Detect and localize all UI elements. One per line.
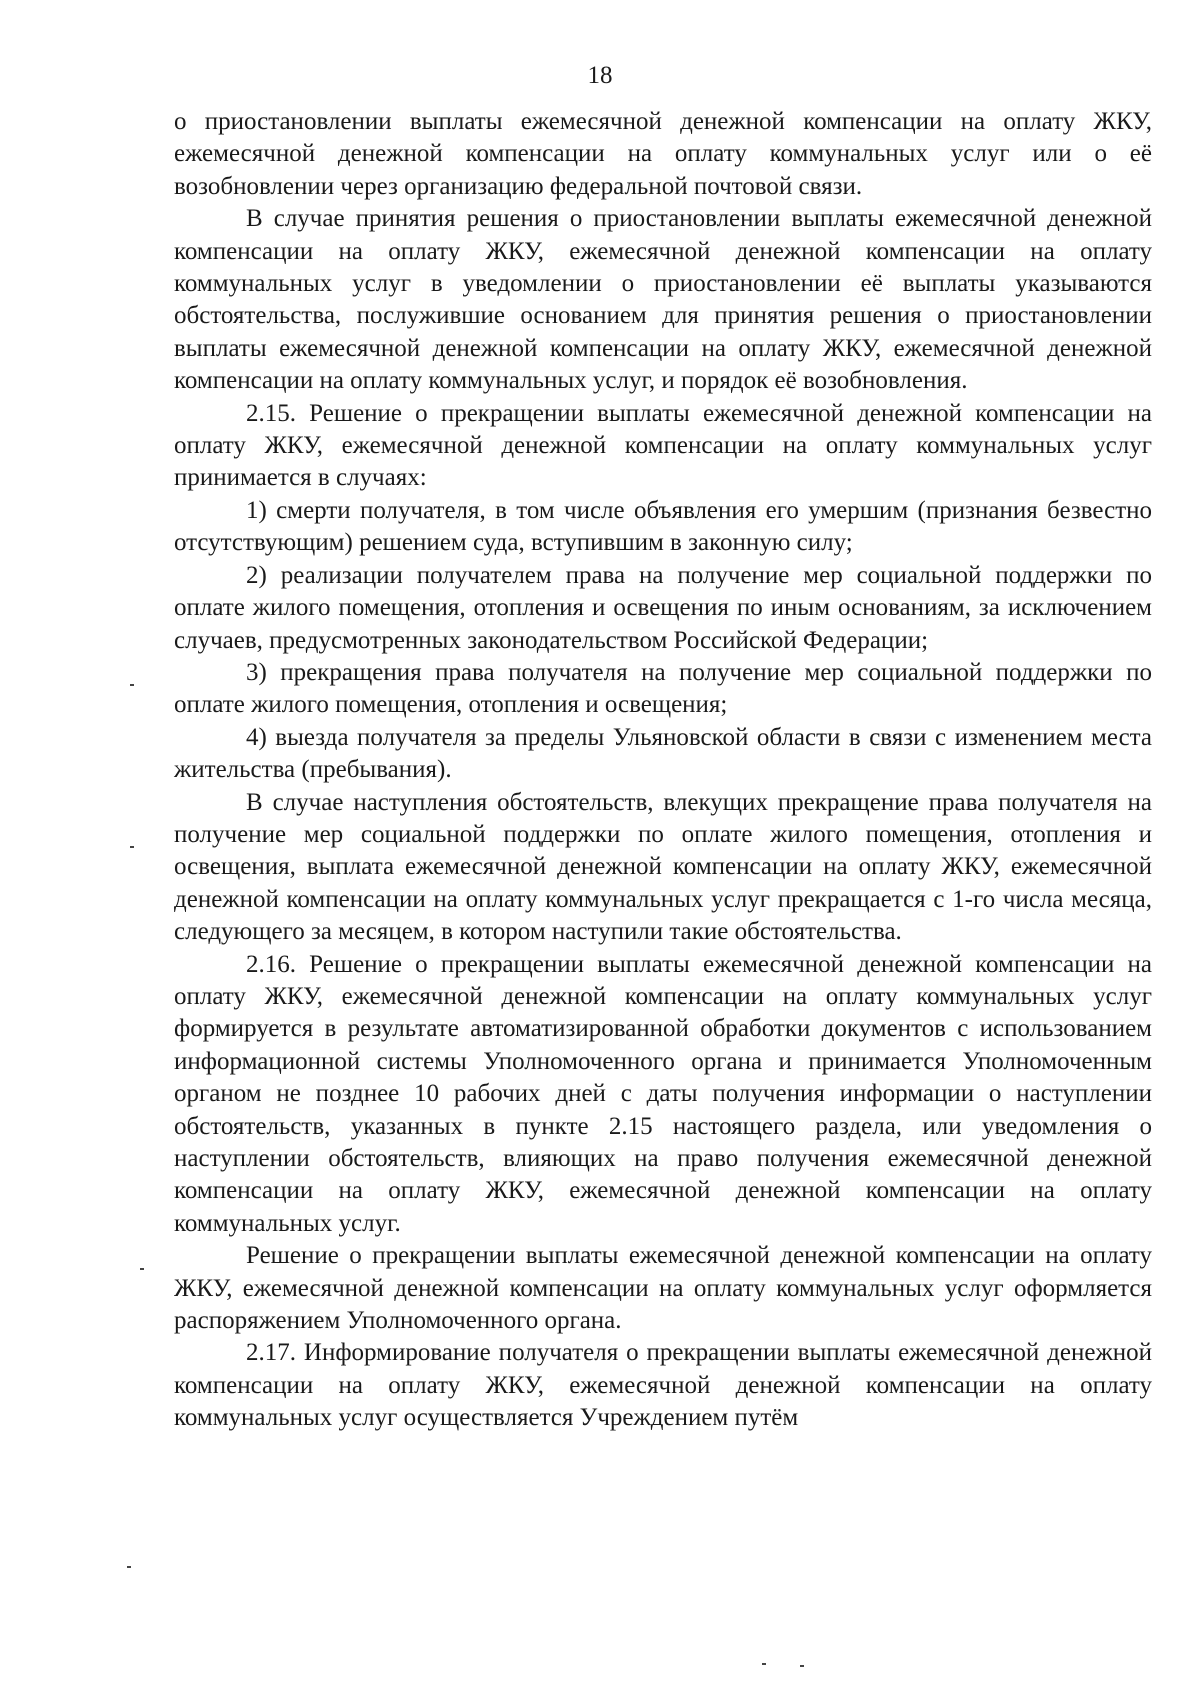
list-item-2: 2) реализации получателем права на получение мер социальной поддержки по оплате жилого помещения, отопления и освещения по иным основаниям, за исключением случаев, предусмотренных законодательством Российской Федерации; [174,561,1152,654]
paragraph-termination-date: В случае наступления обстоятельств, влекущих прекращение права получателя на получение мер социальной поддержки по оплате жилого помещения, отопления и освещения, выплата ежемесячной денежной компенсации на оплату ЖКУ, ежемесячной денежной компенсации на оплату коммунальных услуг прекращается с 1-го числа месяца, следующего за месяцем, в котором наступили такие обстоятельства. [174,788,1152,946]
scan-speck [762,1663,766,1665]
page-number: 18 [587,62,613,89]
paragraph-decision-order: Решение о прекращении выплаты ежемесячной денежной компенсации на оплату ЖКУ, ежемесячной денежной компенсации на оплату коммунальных услуг оформляется распоряжением Уполномоченного органа. [174,1242,1152,1335]
list-item-1: 1) смерти получателя, в том числе объявления его умершим (признания безвестно отсутствующим) решением суда, вступившим в законную силу; [174,496,1152,557]
paragraph-continuation: о приостановлении выплаты ежемесячной денежной компенсации на оплату ЖКУ, ежемесячной денежной компенсации на оплату коммунальных услуг или о её возобновлении через организацию федеральной почтовой связи. [174,108,1152,200]
document-body [174,106,1152,1435]
scan-speck [130,846,134,848]
list-item-4: 4) выезда получателя за пределы Ульяновской области в связи с изменением места жительства (пребывания). [174,723,1152,784]
paragraph-suspension-notice: В случае принятия решения о приостановлении выплаты ежемесячной денежной компенсации на оплату ЖКУ, ежемесячной денежной компенсации на оплату коммунальных услуг в уведомлении о приостановлении её выплаты указываются обстоятельства, послужившие основанием для принятия решения о приостановлении выплаты ежемесячной денежной компенсации на оплату ЖКУ, ежемесячной денежной компенсации на оплату коммунальных услуг, и порядок её возобновления. [174,205,1152,395]
scan-speck [140,1268,144,1270]
scan-speck [800,1665,804,1667]
clause-2-16: 2.16. Решение о прекращении выплаты ежемесячной денежной компенсации на оплату ЖКУ, ежемесячной денежной компенсации на оплату коммунальных услуг формируется в результате автоматизированной обработки документов с использованием информационной системы Уполномоченного органа и принимается Уполномоченным органом не позднее 10 рабочих дней с даты получения информации о наступлении обстоятельств, указанных в пункте 2.15 настоящего раздела, или уведомления о наступлении обстоятельств, влияющих на право получения ежемесячной денежной компенсации на оплату ЖКУ, ежемесячной денежной компенсации на оплату коммунальных услуг. [174,950,1152,1237]
scan-speck [130,684,134,686]
scan-speck [127,1566,131,1568]
clause-2-17: 2.17. Информирование получателя о прекращении выплаты ежемесячной денежной компенсации на оплату ЖКУ, ежемесячной денежной компенсации на оплату коммунальных услуг осуществляется Учреждением путём [174,1339,1152,1432]
list-item-3: 3) прекращения права получателя на получение мер социальной поддержки по оплате жилого помещения, отопления и освещения; [174,658,1152,719]
clause-2-15: 2.15. Решение о прекращении выплаты ежемесячной денежной компенсации на оплату ЖКУ, ежемесячной денежной компенсации на оплату коммунальных услуг принимается в случаях: [174,399,1152,492]
